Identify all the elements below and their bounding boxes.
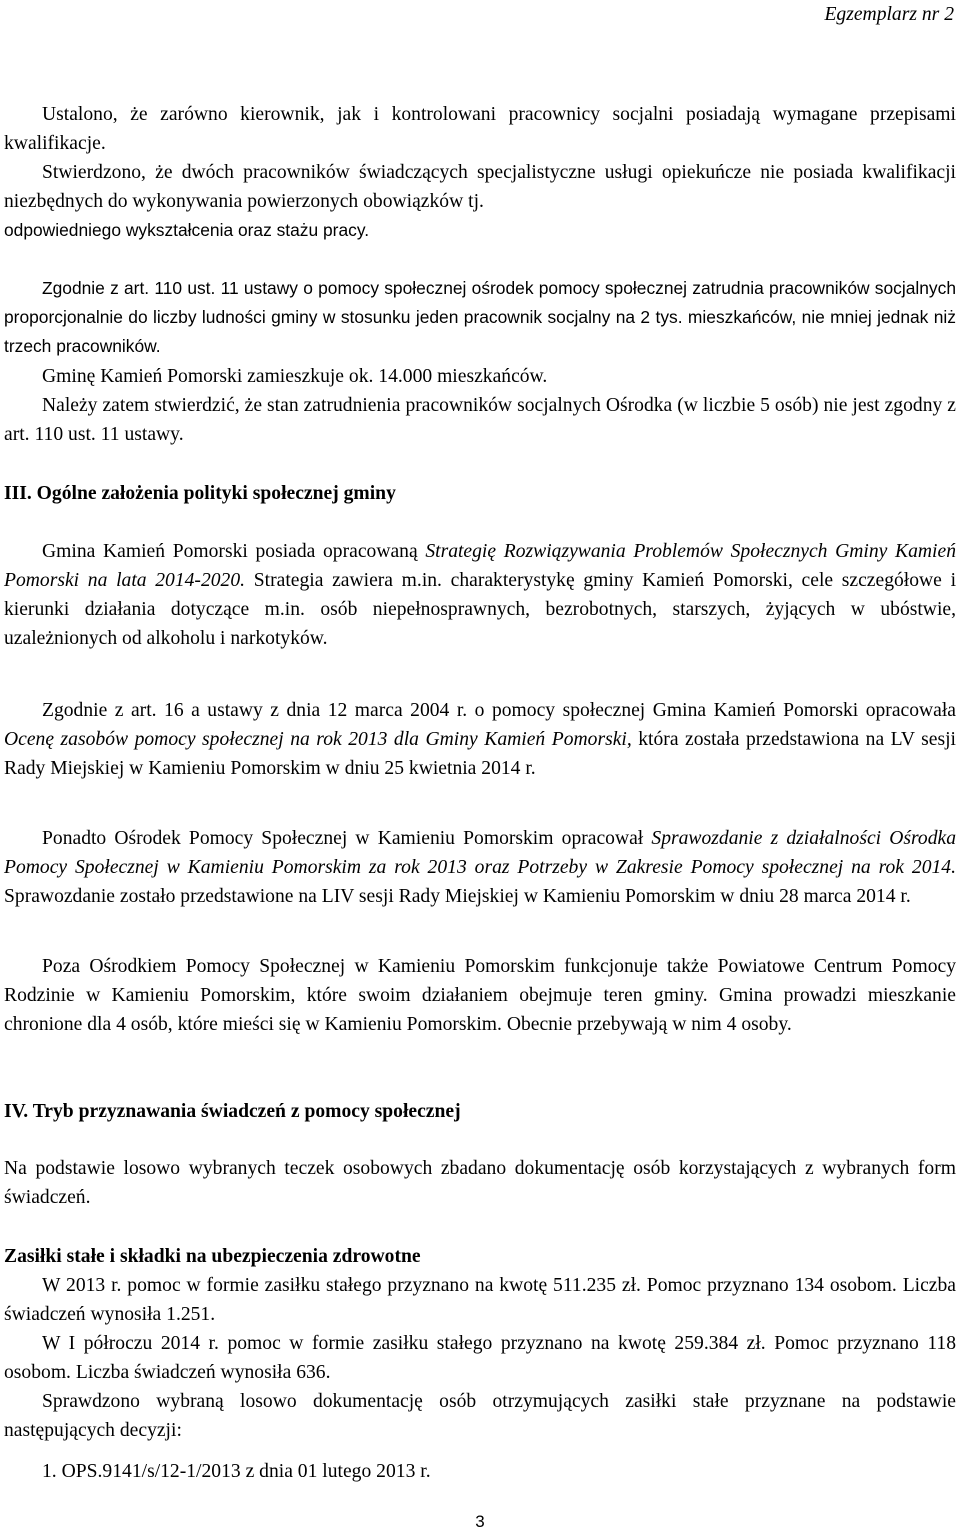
paragraph-allowances-2014: W I półroczu 2014 r. pomoc w formie zasiłku stałego przyznano na kwotę 259.384 zł. Pomoc przyznano 118 osobom. Liczba świadczeń wynosiła 636.: [4, 1333, 956, 1383]
paragraph-documentation-review: Na podstawie losowo wybranych teczek osobowych zbadano dokumentację osób korzystających z wybranych form świadczeń.: [4, 1158, 956, 1208]
section-heading-iii: III. Ogólne założenia polityki społecznej gminy: [4, 483, 396, 504]
list-item: 1. OPS.9141/s/12-1/2013 z dnia 01 lutego 2013 r.: [42, 1461, 431, 1482]
paragraph-decisions-intro: Sprawdzono wybraną losowo dokumentację osób otrzymujących zasiłki stałe przyznane na podstawie następujących decyzji:: [4, 1391, 956, 1441]
paragraph-findings: Stwierdzono, że dwóch pracowników świadczących specjalistyczne usługi opiekuńcze nie posiada kwalifikacji niezbędnych do wykonywania powierzonych obowiązków tj.: [4, 162, 956, 212]
paragraph-resource-assessment-rest: która została przedstawiona na LV sesji Rady Miejskiej w Kamieniu Pomorskim w dniu 25 kwietnia 2014 r.: [4, 729, 956, 779]
paragraph-strategy-rest: Strategia zawiera m.in. charakterystykę gminy Kamień Pomorski, cele szczegółowe i kierunki działania dotyczące m.in. osób niepełnosprawnych, bezrobotnych, starszych, żyjących w ubóstwie, uzależnionych od alkoholu i narkotyków.: [4, 570, 957, 649]
paragraph-activity-report: [4, 824, 956, 911]
paragraph-findings-continued: odpowiedniego wykształcenia oraz stażu pracy.: [4, 220, 370, 240]
paragraph-population: Gminę Kamień Pomorski zamieszkuje ok. 14.000 mieszkańców.: [42, 366, 548, 387]
paragraph-allowances-2013: W 2013 r. pomoc w formie zasiłku stałego przyznano na kwotę 511.235 zł. Pomoc przyznano 134 osobom. Liczba świadczeń wynosiła 1.251.: [4, 1275, 956, 1325]
copy-number-header: Egzemplarz nr 2: [824, 4, 954, 25]
paragraph-employment-conclusion: Należy zatem stwierdzić, że stan zatrudnienia pracowników socjalnych Ośrodka (w liczbie 5 osób) nie jest zgodny z art. 110 ust. 11 ustawy.: [4, 395, 956, 445]
section-heading-iv: IV. Tryb przyznawania świadczeń z pomocy społecznej: [4, 1101, 461, 1122]
paragraph-article-110: Zgodnie z art. 110 ust. 11 ustawy o pomocy społecznej ośrodek pomocy społecznej zatrudnia pracowników socjalnych proporcjonalnie do liczby ludności gminy w stosunku jeden pracownik socjalny na 2 tys. mieszkańców, nie mniej jednak niż trzech pracowników.: [4, 278, 956, 356]
activity-report-title: Sprawozdanie z działalności Ośrodka Pomocy Społecznej w Kamieniu Pomorskim za rok 2013 oraz Potrzeby w Zakresie Pomocy społecznej na rok 2014.: [4, 828, 956, 878]
paragraph-strategy-intro: Gmina Kamień Pomorski posiada opracowaną: [42, 541, 426, 562]
paragraph-resource-assessment: [4, 696, 956, 783]
strategy-title: Strategię Rozwiązywania Problemów Społecznych Gminy Kamień Pomorski na lata 2014-2020.: [4, 541, 956, 591]
paragraph-resource-assessment-intro: Zgodnie z art. 16 a ustawy z dnia 12 marca 2004 r. o pomocy społecznej Gmina Kamień Pomorski opracowała: [42, 700, 956, 721]
document-page: [4, 0, 956, 1537]
paragraph-other-institutions: Poza Ośrodkiem Pomocy Społecznej w Kamieniu Pomorskim funkcjonuje także Powiatowe Centrum Pomocy Rodzinie w Kamieniu Pomorskim, które swoim działaniem obejmuje teren gminy. Gmina prowadzi mieszkanie chronione dla 4 osób, które mieści się w Kamieniu Pomorskim. Obecnie przebywają w nim 4 osoby.: [4, 956, 956, 1035]
paragraph-activity-report-intro: Ponadto Ośrodek Pomocy Społecznej w Kamieniu Pomorskim opracował: [42, 828, 652, 849]
paragraph-qualifications: Ustalono, że zarówno kierownik, jak i kontrolowani pracownicy socjalni posiadają wymagane przepisami kwalifikacje.: [4, 104, 956, 154]
paragraph-strategy: [4, 537, 956, 653]
page-number: 3: [475, 1512, 485, 1531]
subsection-heading-permanent-allowances: Zasiłki stałe i składki na ubezpieczenia zdrowotne: [4, 1246, 421, 1267]
resource-assessment-title: Ocenę zasobów pomocy społecznej na rok 2013 dla Gminy Kamień Pomorski,: [4, 729, 632, 750]
paragraph-activity-report-rest: Sprawozdanie zostało przedstawione na LIV sesji Rady Miejskiej w Kamieniu Pomorskim w dniu 28 marca 2014 r.: [4, 886, 911, 907]
